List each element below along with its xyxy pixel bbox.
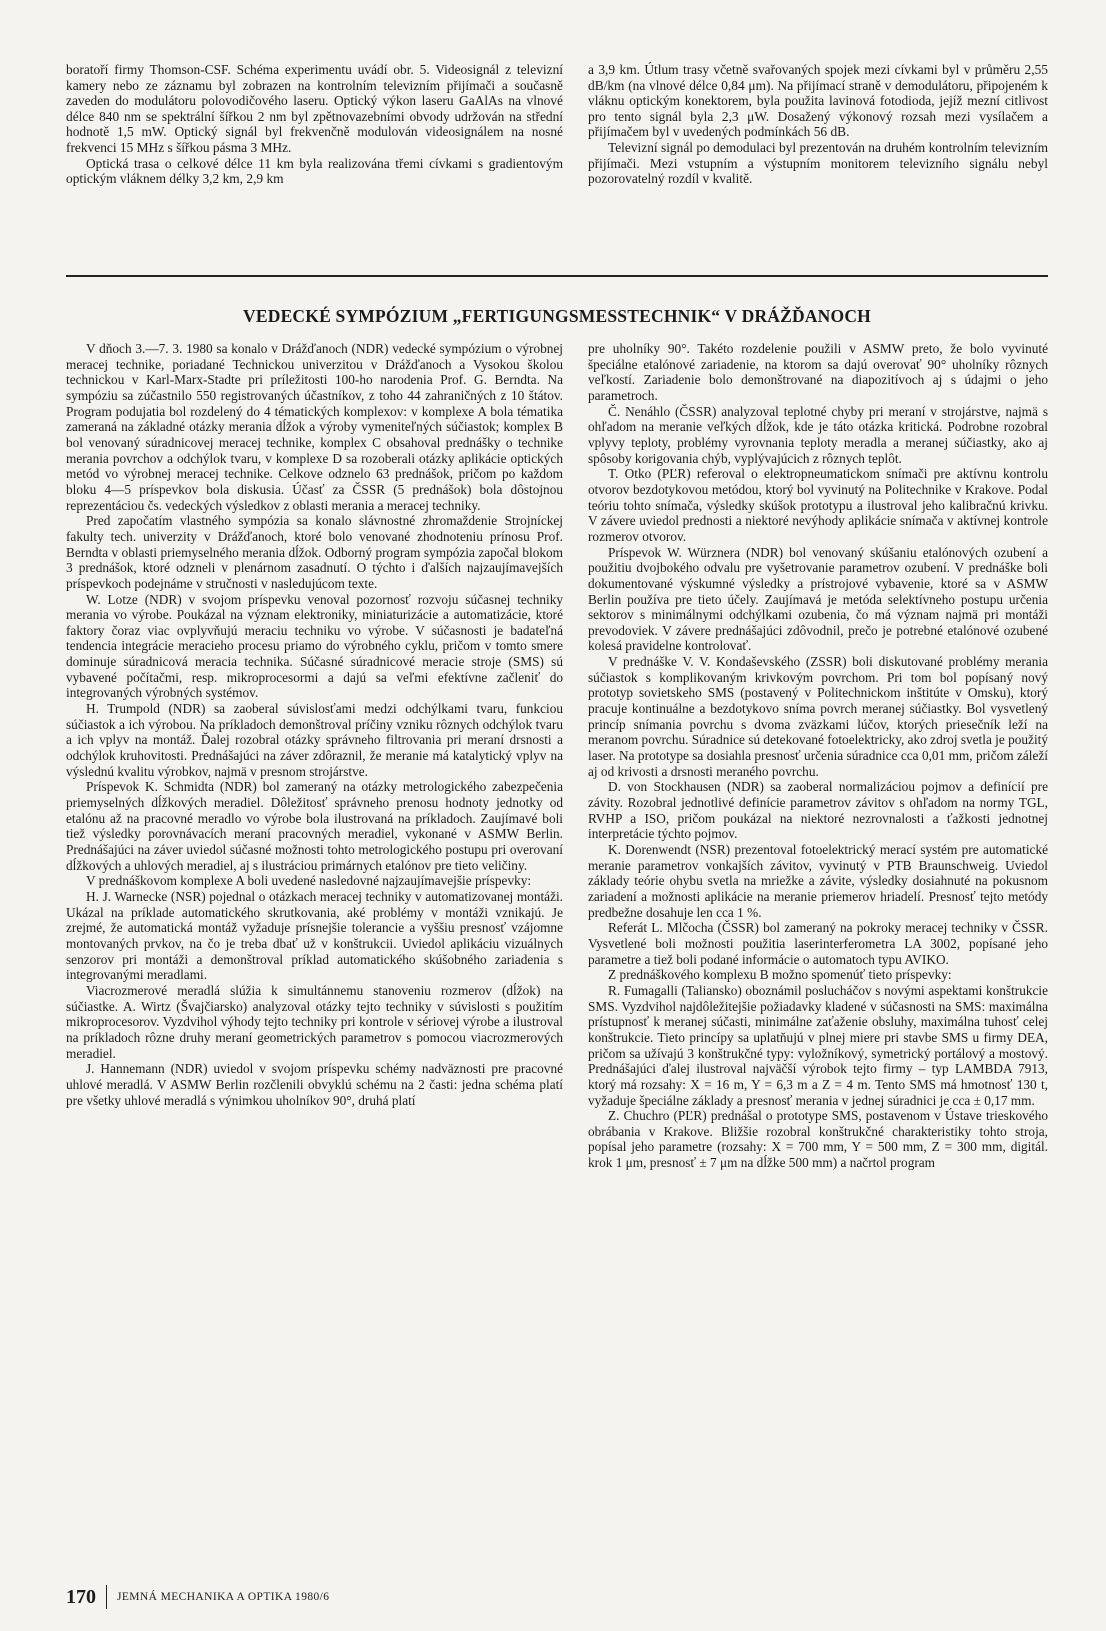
- paragraph: boratoří firmy Thomson-CSF. Schéma experimentu uvádí obr. 5. Videosignál z televizní kamery nebo ze záznamu byl zobrazen na kontrolním televizním přijímači a současně zaveden do modulátoru polovodičového laseru. Optický výkon laseru GaAlAs na vlnové délce 840 nm se spektrální šířkou 2 nm byl zpětnovazebními obvody udržován na střední hodnotě 1,5 mW. Optický signál byl frekvenčně modulován videosignálem na nosné frekvenci 15 MHz s šířkou pásma 3 MHz.: [66, 62, 563, 155]
- paragraph: V prednáškovom komplexe A boli uvedené nasledovné najzaujímavejšie príspevky:: [86, 873, 532, 889]
- paragraph: R. Fumagalli (Taliansko) oboznámil poslucháčov s novými aspektami konštrukcie SMS. Vyzdvihol najdôležitejšie požiadavky kladené v súčasnosti na SMS: maximálna prístupnosť k meranej súčasti, minimálne zaťaženie obsluhy, maximálna tuhosť celej konštrukcie. Tieto princípy sa uplatňujú v plnej miere pri stavbe SMS u firmy DEA, pričom sa užívajú 3 konštrukčné typy: vyložníkový, symetrický portálový a mostový. Prednášajúci ďalej ilustroval najväčší výrobok tejto firmy – typ LAMBDA 7913, ktorý má rozsahy: X = 16 m, Y = 6,3 m a Z = 4 m. Tento SMS má hmotnosť 130 t, vyžaduje špeciálne základy a presnosť merania v jednej súradnici je cca ± 0,17 mm.: [588, 982, 1048, 1108]
- paragraph: K. Dorenwendt (NSR) prezentoval fotoelektrický merací systém pre automatické meranie parametrov vonkajších závitov, vyvinutý v PTB Braunschweig. Uviedol základy teórie ohybu svetla na mriežke a závite, výsledky dosiahnuté na pokusnom zariadení a možnosti aplikácie na meranie priemerov hriadelí. Presnosť tejto metódy predbežne dosahuje len cca 1 %.: [588, 842, 1048, 920]
- paragraph: Príspevok W. Würznera (NDR) bol venovaný skúšaniu etalónových ozubení a použitiu dvojbokého odvalu pre vyšetrovanie parametrov ozubení. V prednáške boli dokumentované výskumné výsledky a prístrojové vybavenie, ktoré sa v ASMW Berlin používa pre tieto účely. Zaujímavá je metóda selektívneho postupu určenia sektorov s minimálnymi odchýlkami ozubenia, čo má význam najmä pri montáži prevodoviek. V závere prednášajúci zdôvodnil, prečo je potrebné etalónové ozubené kolesá pravidelne kontrolovať.: [588, 544, 1048, 654]
- paragraph: Televizní signál po demodulaci byl prezentován na druhém kontrolním televizním přijímači. Mezi vstupním a výstupním monitorem televizního signálu nebyl pozorovatelný rozdíl v kvalitě.: [588, 139, 1048, 187]
- paragraph: W. Lotze (NDR) v svojom príspevku venoval pozornosť rozvoju súčasnej techniky merania vo výrobe. Poukázal na význam elektroniky, miniaturizácie a automatizácie, ktoré faktory čoraz viac ovplyvňujú meraciu techniku vo výrobe. V súčasnosti je badateľná tendencia integrácie meracieho procesu priamo do výrobného cyklu, pričom v tomto smere dominuje súradnicová meracia technika. Súčasné súradnicové meracie stroje (SMS) sú vybavené počítačmi, resp. mikroprocesormi a dajú sa veľmi efektívne začleniť do integrovaných výrobných systémov.: [66, 591, 563, 701]
- paragraph: T. Otko (PĽR) referoval o elektropneumatickom snímači pre aktívnu kontrolu otvorov bezdotykovou metódou, ktorý bol vyvinutý na Politechnike v Krakove. Podal teóriu tohto snímača, výsledky skúšok prototypu a ilustroval jeho kalibračnú krivku. V závere uviedol prednosti a niektoré nevýhody aplikácie snímača v aktívnej kontrole rozmerov otvorov.: [588, 466, 1048, 544]
- paragraph: Príspevok K. Schmidta (NDR) bol zameraný na otázky metrologického zabezpečenia priemyselných dĺžkových meradiel. Dôležitosť správneho prenosu hodnoty jednotky od etalónu až na pracovné meradlo vo výrobe bola ilustrovaná na príkladoch. Zaujímavé boli tiež výsledky porovnávacích meraní pracovných meradiel, vykonané v ASMW Berlin. Prednášajúci na záver uviedol súčasné možnosti tohto metrologického postupu pri overovaní dĺžkových a uhlových meradiel, aj s ilustráciou primárnych etalónov pre tieto veličiny.: [66, 779, 563, 873]
- section-divider: [66, 275, 1048, 277]
- paragraph: D. von Stockhausen (NDR) sa zaoberal normalizáciou pojmov a definícií pre závity. Rozobral jednotlivé definície parametrov závitov s ohľadom na normy TGL, RVHP a ISO, pričom poukázal na niektoré nezrovnalosti a ťažkosti jednotnej interpretácie týchto pojmov.: [588, 779, 1048, 842]
- article-left-column: [66, 341, 563, 1108]
- paragraph: Optická trasa o celkové délce 11 km byla realizována třemi cívkami s gradientovým optickým vláknem délky 3,2 km, 2,9 km: [66, 155, 563, 187]
- article-heading: VEDECKÉ SYMPÓZIUM „FERTIGUNGSMESSTECHNIK“ V DRÁŽĎANOCH: [243, 306, 871, 326]
- paragraph: V dňoch 3.—7. 3. 1980 sa konalo v Drážďanoch (NDR) vedecké sympózium o výrobnej meracej technike, poriadané Technickou univerzitou v Drážďanoch a Vysokou školou technickou v Karl-Marx-Stadte pri príležitosti 100-ho narodenia Prof. G. Berndta. Na sympóziu sa zúčastnilo 550 registrovaných účastníkov, z toho 44 zahraničných z 10 štátov. Program podujatia bol rozdelený do 4 tématických komplexov: v komplexe A bola tématika zameraná na základné otázky merania dĺžok a výroby vymeniteľných súčiastok; komplex B bol venovaný súradnicovej meracej technike, komplex C obsahoval prednášky o technike merania povrchov a odchýlok tvaru, v komplexe D sa rozoberali otázky aplikácie optických metód vo výrobnej meracej technike. Celkove odznelo 63 prednášok, pričom po každom bloku 4—5 príspevkov bola diskusia. Účasť za ČSSR (5 prednášok) bola dôstojnou reprezentáciou čs. vedeckých výsledkov z oblasti merania a meracej techniky.: [66, 341, 563, 513]
- paragraph: Č. Nenáhlo (ČSSR) analyzoval teplotné chyby pri meraní v strojárstve, najmä s ohľadom na meranie veľkých dĺžok, kde je táto otázka kritická. Podrobne rozobral vplyvy teploty, problémy vyrovnania teploty meradla a meranej súčiastky, ako aj spôsoby korigovania chýb, vyplývajúcich z rôznych teplôt.: [588, 403, 1048, 466]
- paragraph: a 3,9 km. Útlum trasy včetně svařovaných spojek mezi cívkami byl v průměru 2,55 dB/km (na vlnové délce 0,84 μm). Na přijímací straně v demodulátoru, připojeném k vláknu optickým konektorem, byla použita lavinová fotodioda, jejíž mezní citlivost pro tento signál byla 2,3 μW. Dosažený výkonový rozsah mezi vysílačem a přijímačem byl v uvedených podmínkách 56 dB.: [588, 62, 1048, 140]
- paragraph: J. Hannemann (NDR) uviedol v svojom príspevku schémy nadväznosti pre pracovné uhlové meradlá. V ASMW Berlin rozčlenili obvyklú schému na 2 časti: jedna schéma platí pre všetky uhlové meradlá s výnimkou uholníkov 90°, druhá platí: [66, 1061, 563, 1108]
- article-right-column: [588, 341, 1048, 1171]
- page-footer: [66, 1584, 329, 1610]
- paragraph: Viacrozmerové meradlá slúžia k simultánnemu stanoveniu rozmerov (dĺžok) na súčiastke. A. Wirtz (Švajčiarsko) analyzoval otázky tejto techniky v súvislosti s použitím mikroprocesorov. Vyzdvihol výhody tejto techniky pri kontrole v sériovej výrobe a ilustroval na príkladoch rôzne druhy meraní geometrických parametrov s pomocou viacrozmerových meradiel.: [66, 982, 563, 1061]
- paragraph: H. Trumpold (NDR) sa zaoberal súvislosťami medzi odchýlkami tvaru, funkciou súčiastok a ich výrobou. Na príkladoch demonštroval príčiny vzniku rôznych odchýlok tvaru a ich vplyv na montáž. Ďalej rozobral otázky správneho filtrovania pri meraní drsnosti a odchýlok kruhovitosti. Prednášajúci na záver zdôraznil, že meranie má katalytický vplyv na výslednú kvalitu výrobkov, najmä v presnom strojárstve.: [66, 701, 563, 779]
- previous-article-left-column: [66, 62, 563, 187]
- paragraph: Z prednáškového komplexu B možno spomenúť tieto príspevky:: [608, 967, 952, 983]
- journal-title: JEMNÁ MECHANIKA A OPTIKA 1980/6: [117, 1591, 330, 1603]
- previous-article-right-column: [588, 62, 1048, 187]
- paragraph: Z. Chuchro (PĽR) prednášal o prototype SMS, postavenom v Ústave trieskového obrábania v Krakove. Bližšie rozobral konštrukčné charakteristiky tohto stroja, popísal jeho parametre (rozsahy: X = 700 mm, Y = 500 mm, Z = 300 mm, digitál. krok 1 μm, presnosť ± 7 μm na dĺžke 500 mm) a načrtol program: [588, 1108, 1048, 1171]
- page-number: 170: [66, 1585, 96, 1608]
- paragraph: H. J. Warnecke (NSR) pojednal o otázkach meracej techniky v automatizovanej montáži. Ukázal na príklade automatického skrutkovania, aké problémy v montáži vznikajú. Je zrejmé, že automatická montáž vyžaduje prísnejšie tolerancie a vyššiu presnosť vzájomne montovaných prvkov, na čo je treba dbať už v konštrukcii. Uviedol aplikáciu vizuálnych senzorov pri montáži a demonštroval príklad automatického skúšobného zariadenia s integrovanými meradlami.: [66, 888, 563, 983]
- paragraph: Pred započatím vlastného sympózia sa konalo slávnostné zhromaždenie Strojníckej fakulty tech. univerzity v Drážďanoch, ktoré bolo venované zhodnoteniu prínosu Prof. Berndta v oblasti priemyselného merania dĺžok. Odborný program sympózia započal blokom 3 prednášok, ktoré odzneli v plenárnom zasadnutí. O týchto i ďalších najzaujímavejších príspevkoch podejnáme v stručnosti v nasledujúcom texte.: [66, 513, 563, 591]
- paragraph: Referát L. Mlčocha (ČSSR) bol zameraný na pokroky meracej techniky v ČSSR. Vysvetlené boli možnosti použitia laserinterferometra LA 3002, popísané jeho parametre a tiež boli podané informácie o automatoch typu AVIKO.: [588, 920, 1048, 967]
- paragraph: V prednáške V. V. Kondaševského (ZSSR) boli diskutované problémy merania súčiastok s komplikovaným krivkovým povrchom. Pri tom bol popísaný nový prototyp sovietskeho SMS (postavený v Politechnickom inštitúte v Omsku), ktorý pracuje kontinuálne a bezdotykovo sníma povrch meranej súčiastky. Bol vysvetlený princíp snímania povrchu s dvoma zväzkami lúčov, ktorých priesečník leží na meranom povrchu. Súradnice sú detekované fotoelektricky, ako zdroj svetla je použitý laser. Na prototype sa dosiahla presnosť určenia súradnice cca 0,01 mm, pričom záleží aj od krivosti a drsnosti meraného povrchu.: [588, 654, 1048, 779]
- paragraph: pre uholníky 90°. Takéto rozdelenie použili v ASMW preto, že bolo vyvinuté špeciálne etalónové zariadenie, na ktorom sa dajú overovať 90° uholníky rôznych veľkostí. Zariadenie bolo demonštrované na diapozitívoch aj s údajmi o jeho parametroch.: [588, 341, 1048, 403]
